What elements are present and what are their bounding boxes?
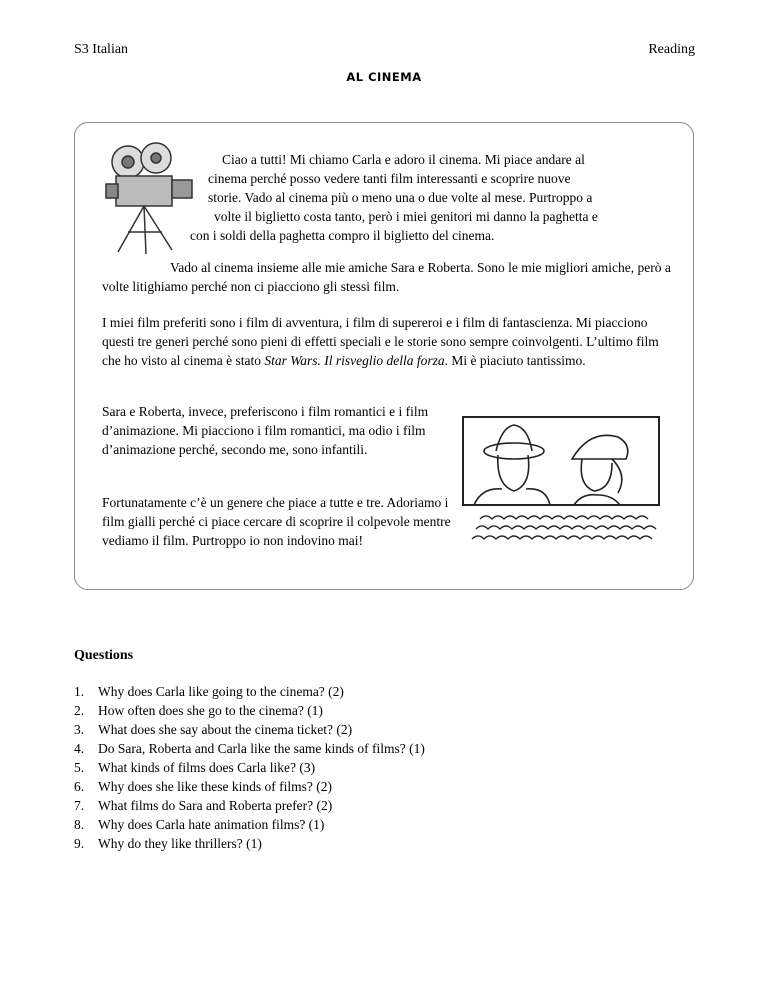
page-title: AL CINEMA [346, 70, 422, 84]
question-item: 6. Why does she like these kinds of films? (2) [74, 779, 332, 794]
film-title: Star Wars. Il risveglio della forza [264, 353, 445, 368]
intro-line: Ciao a tutti! Mi chiamo Carla e adoro il cinema. Mi piace andare al [222, 152, 585, 167]
question-item: 8. Why does Carla hate animation films? (1) [74, 817, 325, 832]
paragraph-thrillers: Fortunatamente c’è un genere che piace a tutte e tre. Adoriamo i film gialli perché ci piace cercare di scoprire il colpevole mentre vediamo il film. Purtroppo io non indovino mai! [102, 495, 451, 548]
paragraph-preferences: Sara e Roberta, invece, preferiscono i film romantici e i film d’animazione. Mi piacciono i film romantici, ma odio i film d’animazione perché, secondo me, sono infantili. [102, 404, 429, 457]
film-camera-illustration [98, 140, 196, 256]
question-item: 1. Why does Carla like going to the cinema? (2) [74, 684, 344, 699]
paragraph-favourites [102, 313, 662, 370]
question-item: 9. Why do they like thrillers? (1) [74, 836, 262, 851]
question-item: 4. Do Sara, Roberta and Carla like the same kinds of films? (1) [74, 741, 425, 756]
question-item: 7. What films do Sara and Roberta prefer? (2) [74, 798, 333, 813]
question-item: 5. What kinds of films does Carla like? (3) [74, 760, 316, 775]
header-section: Reading [648, 42, 695, 57]
intro-line: volte il biglietto costa tanto, però i miei genitori mi danno la paghetta e [214, 209, 598, 224]
intro-line: storie. Vado al cinema più o meno una o due volte al mese. Purtroppo a [208, 190, 593, 205]
paragraph-intro [190, 150, 670, 245]
question-item: 3. What does she say about the cinema ticket? (2) [74, 722, 353, 737]
header-subject: S3 Italian [74, 42, 129, 57]
questions-list [74, 682, 425, 853]
paragraph-friends [102, 258, 672, 296]
friends-text: Vado al cinema insieme alle mie amiche Sara e Roberta. Sono le mie migliori amiche, però a volte litighiamo perché non ci piacciono gli stessi film. [102, 260, 671, 294]
cinema-couple-illustration [462, 415, 662, 545]
intro-line: cinema perché posso vedere tanti film interessanti e scoprire nuove [208, 171, 571, 186]
favourites-text-end: . Mi è piaciuto tantissimo. [444, 353, 586, 368]
favourites-text-start: I miei film preferiti sono i film di avventura, i film di supereroi e i film di fantascienza. Mi piacciono questi tre generi perché sono pieni di effetti speciali e le storie sono sempre coinvolgenti. L’ultimo film che ho visto al cinema è stato [102, 315, 659, 368]
question-item: 2. How often does she go to the cinema? (1) [74, 703, 323, 718]
intro-line: con i soldi della paghetta compro il biglietto del cinema. [190, 228, 495, 243]
questions-heading: Questions [74, 648, 134, 663]
